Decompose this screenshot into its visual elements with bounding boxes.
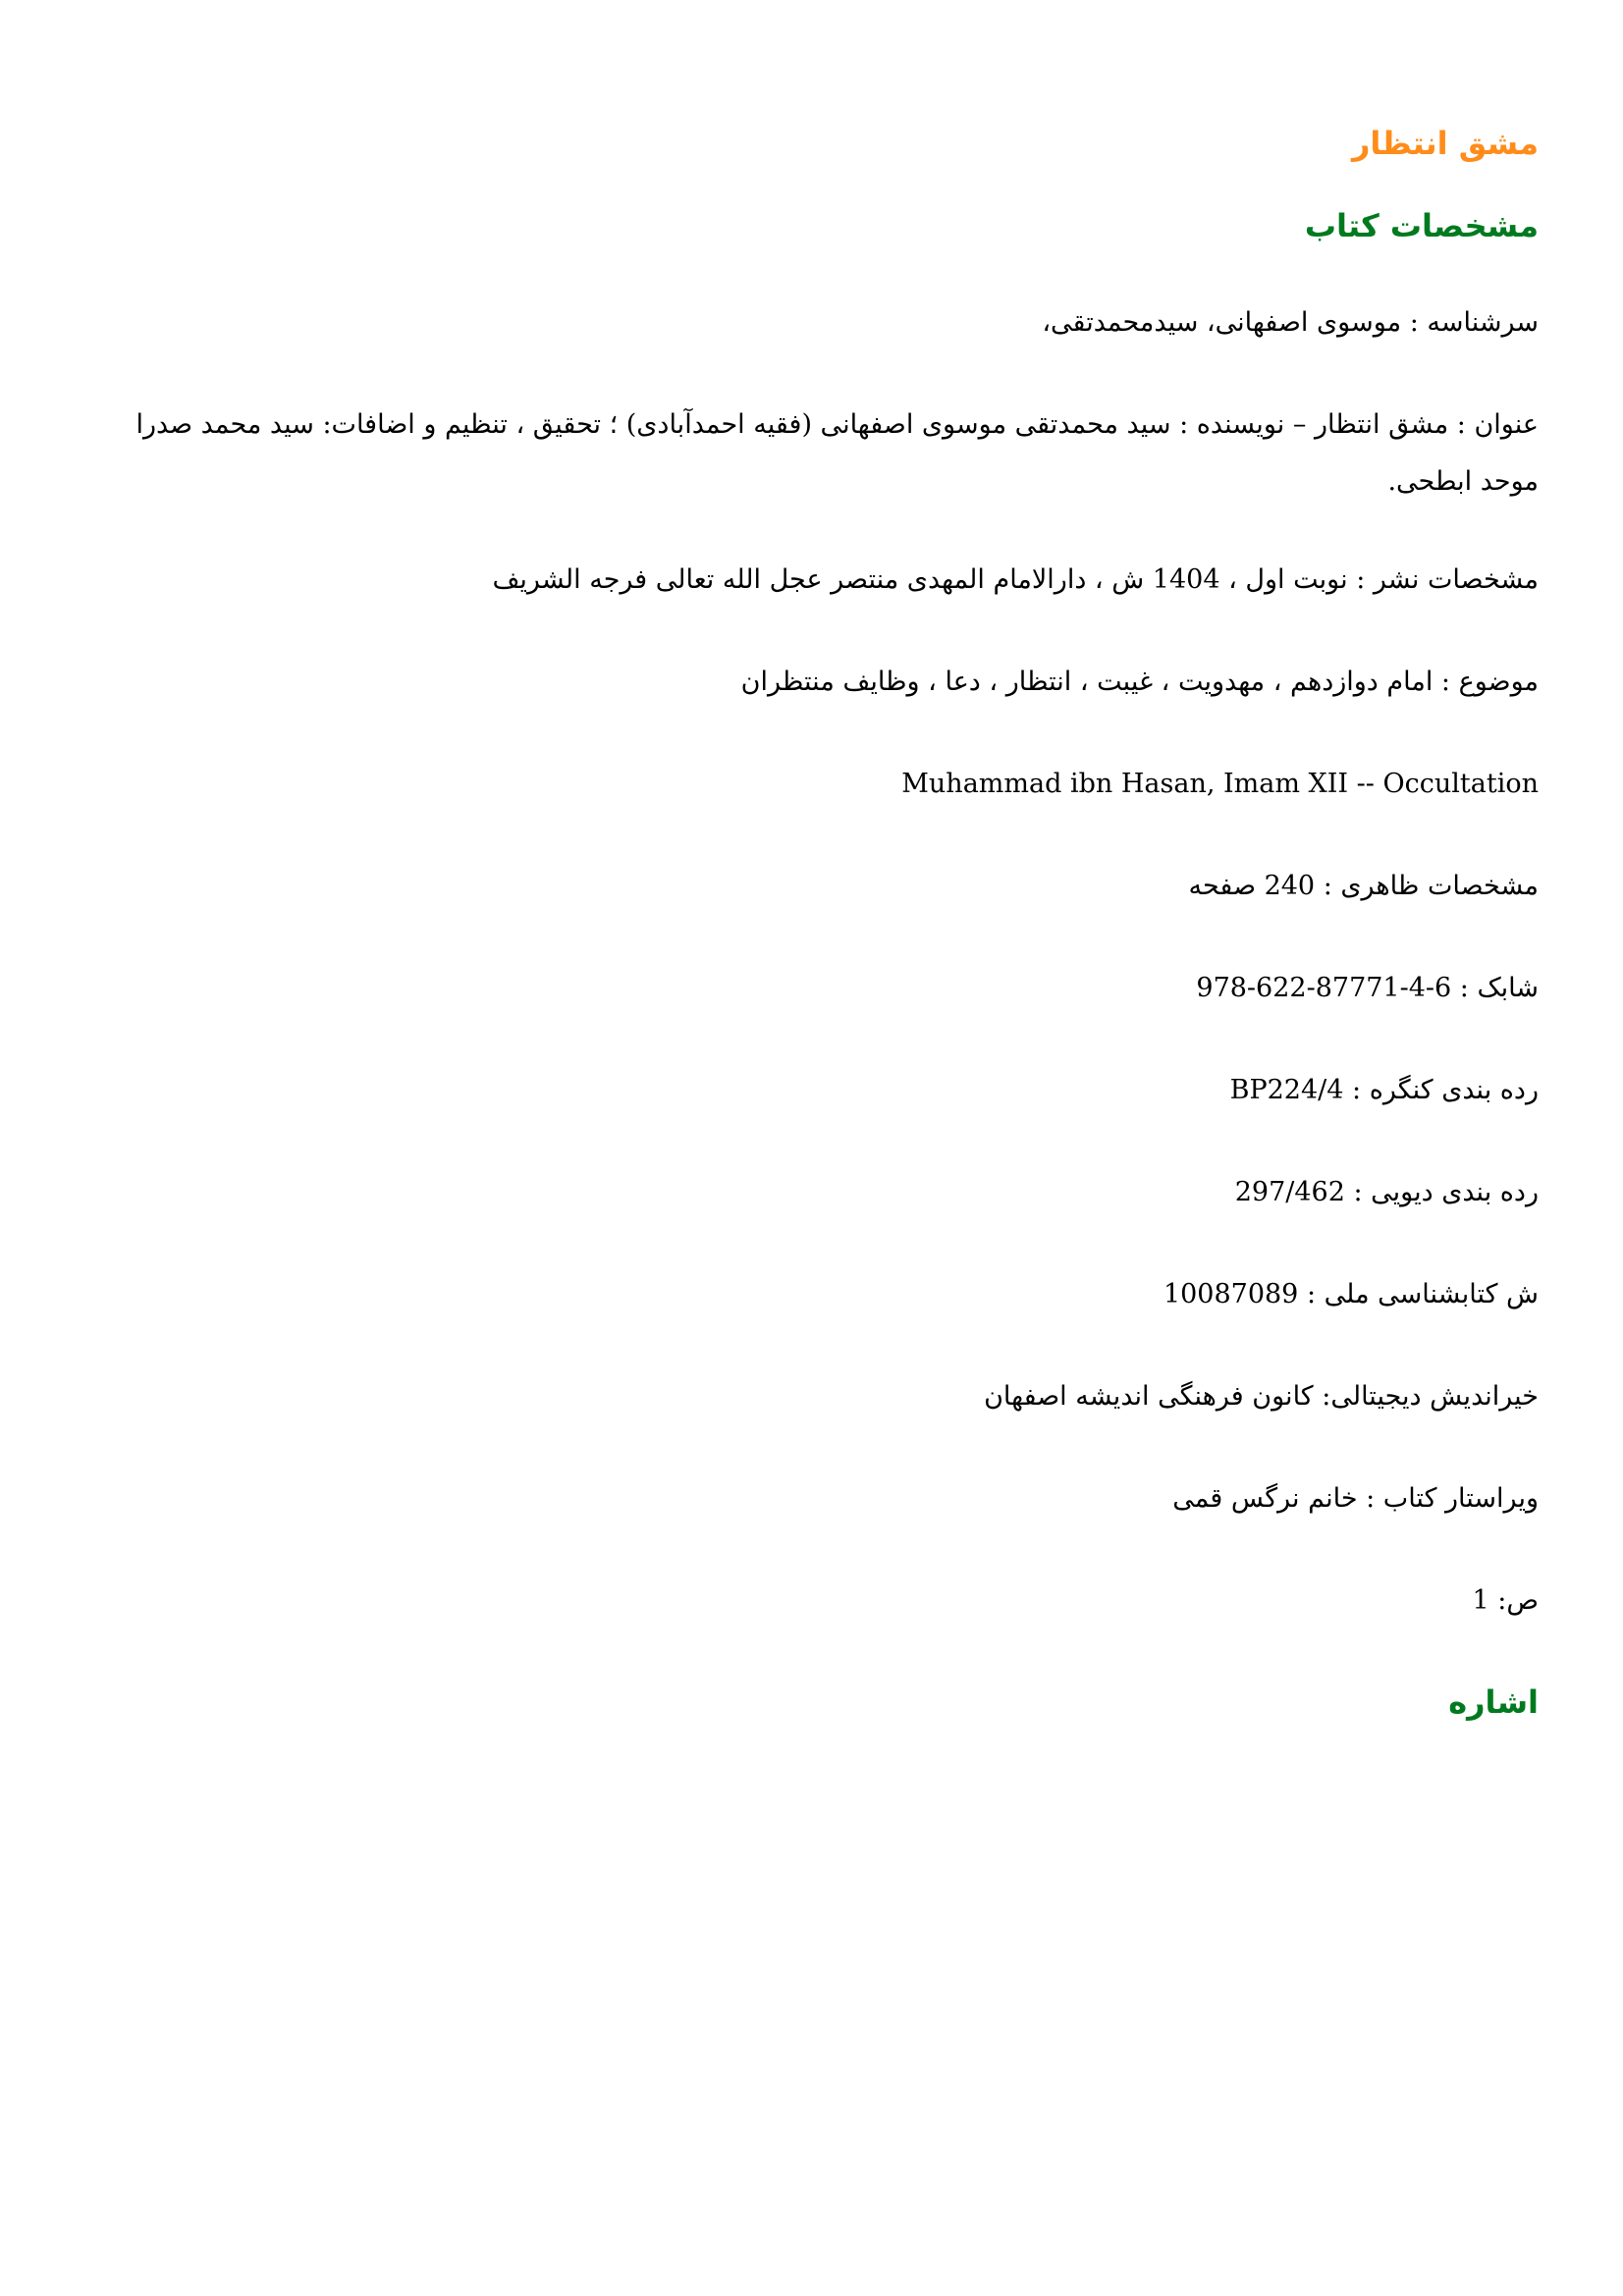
field-isbn-label: شابک : <box>1451 973 1539 1003</box>
field-page-label: ص: <box>1488 1585 1539 1616</box>
field-subject-value: امام دوازدهم ، مهدویت ، غیبت ، انتظار ، دعا ، وظایف منتظران <box>740 667 1434 697</box>
field-publication-label: مشخصات نشر : <box>1347 564 1539 595</box>
field-heading-value: موسوی اصفهانی، سیدمحمدتقی، <box>1042 307 1402 338</box>
field-publication <box>86 552 1539 609</box>
field-page-number <box>86 1573 1539 1629</box>
field-physical <box>86 858 1539 915</box>
field-isbn-value: 978-622-87771-4-6 <box>1196 973 1452 1003</box>
field-editor <box>86 1470 1539 1527</box>
field-digital-value: کانون فرهنگی اندیشه اصفهان <box>984 1381 1314 1412</box>
field-dewey-value: 297/462 <box>1234 1177 1345 1207</box>
field-heading-label: سرشناسه : <box>1401 307 1539 338</box>
field-physical-label: مشخصات ظاهری : <box>1315 871 1539 901</box>
field-dewey <box>86 1164 1539 1221</box>
field-digital-donor <box>86 1368 1539 1425</box>
field-congress <box>86 1062 1539 1119</box>
book-record-page <box>86 116 1539 1730</box>
book-title: مشق انتظار <box>1351 125 1539 162</box>
field-page-value: 1 <box>1472 1585 1489 1616</box>
field-subject-english: Muhammad ibn Hasan, Imam XII -- Occultation <box>901 769 1539 799</box>
field-title-label: عنوان : <box>1448 409 1539 440</box>
field-editor-label: ویراستار کتاب : <box>1357 1483 1539 1514</box>
field-congress-value: BP224/4 <box>1229 1075 1344 1105</box>
field-national-label: ش کتابشناسی ملی : <box>1298 1279 1539 1309</box>
field-title <box>86 397 1539 510</box>
field-editor-value: خانم نرگس قمی <box>1172 1483 1358 1514</box>
field-digital-label: خیراندیش دیجیتالی: <box>1313 1381 1539 1412</box>
section-heading-ishareh: اشاره <box>1448 1683 1539 1721</box>
field-isbn <box>86 960 1539 1017</box>
section-heading-book-specs: مشخصات کتاب <box>1304 207 1539 244</box>
field-title-value: مشق انتظار – نویسنده : سید محمدتقی موسوی اصفهانی (فقیه احمدآبادی) ؛ تحقیق ، تنظیم و اضافات: سید محمد صدرا موحد ابطحی. <box>135 409 1539 497</box>
field-heading <box>86 294 1539 351</box>
field-congress-label: رده بندی کنگره : <box>1343 1075 1539 1105</box>
field-physical-value: 240 صفحه <box>1188 871 1316 901</box>
field-dewey-label: رده بندی دیویی : <box>1344 1177 1539 1207</box>
field-national-value: 10087089 <box>1163 1279 1299 1309</box>
field-subject-label: موضوع : <box>1433 667 1539 697</box>
field-subject <box>86 654 1539 711</box>
field-publication-value: نوبت اول ، 1404 ش ، دارالامام المهدی منتصر عجل الله تعالی فرجه الشریف <box>492 564 1348 595</box>
field-national-bibliography <box>86 1266 1539 1323</box>
